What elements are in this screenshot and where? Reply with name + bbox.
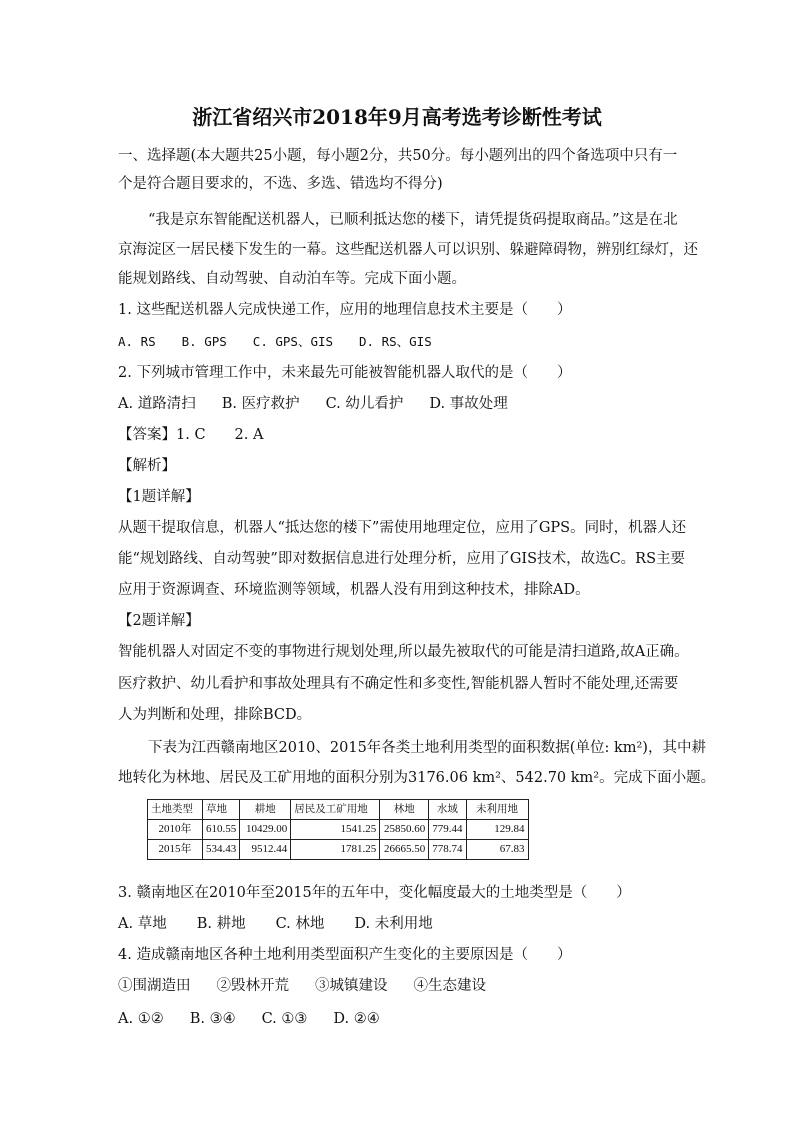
table-header-cell: 土地类型 bbox=[148, 800, 203, 820]
q2-options bbox=[118, 394, 534, 414]
q3-option-b: B. 耕地 bbox=[196, 916, 246, 932]
passage1-line-3: 能规划路线、自动驾驶、自动泊车等。完成下面小题。 bbox=[118, 271, 466, 287]
q2-option-a: A. 道路清扫 bbox=[118, 396, 196, 412]
q4-choice-3: ③城镇建设 bbox=[315, 978, 388, 994]
q4-choices bbox=[118, 976, 512, 996]
detail2-line-1: 智能机器人对固定不变的事物进行规划处理,所以最先被取代的可能是清扫道路,故A正确。 bbox=[118, 644, 689, 660]
detail1-line-2: 能“规划路线、自动驾驶”即对数据信息进行处理分析，应用了GIS技术，故选C。RS主要 bbox=[118, 551, 686, 567]
table-cell: 779.44 bbox=[429, 820, 466, 840]
q2-option-b: B. 医疗救护 bbox=[221, 396, 300, 412]
q4-option-c: C. ①③ bbox=[261, 1011, 308, 1027]
detail2-line-3: 人为判断和处理，排除BCD。 bbox=[118, 707, 312, 723]
detail2-label: 【2题详解】 bbox=[118, 613, 200, 629]
q4-choice-2: ②毁林开荒 bbox=[216, 978, 289, 994]
table-cell: 1541.25 bbox=[291, 820, 380, 840]
q1-option-c: C. GPS、GIS bbox=[252, 334, 334, 349]
table-row bbox=[148, 820, 529, 840]
table-header-cell: 耕地 bbox=[240, 800, 291, 820]
q4-stem: 4. 造成赣南地区各种土地利用类型面积产生变化的主要原因是（ ） bbox=[118, 947, 572, 963]
table-row bbox=[148, 840, 529, 860]
table-cell: 2015年 bbox=[148, 840, 203, 860]
table-cell: 1781.25 bbox=[291, 840, 380, 860]
detail1-line-1: 从题干提取信息，机器人“抵达您的楼下”需使用地理定位，应用了GPS。同时，机器人还 bbox=[118, 520, 687, 536]
table-cell: 25850.60 bbox=[380, 820, 429, 840]
land-use-table bbox=[147, 799, 529, 860]
table-cell: 2010年 bbox=[148, 820, 203, 840]
table-header-cell: 草地 bbox=[203, 800, 240, 820]
q2-option-d: D. 事故处理 bbox=[429, 396, 508, 412]
table-cell: 9512.44 bbox=[240, 840, 291, 860]
passage2-line-2: 地转化为林地、居民及工矿用地的面积分别为3176.06 km²、542.70 km²。完成下面小题。 bbox=[118, 770, 716, 786]
q4-option-b: B. ③④ bbox=[189, 1011, 236, 1027]
detail2-line-2: 医疗救护、幼儿看护和事故处理具有不确定性和多变性,智能机器人暂时不能处理,还需要 bbox=[118, 676, 679, 692]
q4-choice-4: ④生态建设 bbox=[413, 978, 486, 994]
q4-options bbox=[118, 1009, 406, 1029]
table-cell: 778.74 bbox=[429, 840, 466, 860]
q1-options bbox=[118, 332, 458, 352]
q4-option-a: A. ①② bbox=[118, 1011, 164, 1027]
q2-option-c: C. 幼儿看护 bbox=[325, 396, 404, 412]
table-cell: 129.84 bbox=[466, 820, 528, 840]
table-header-cell: 水域 bbox=[429, 800, 466, 820]
page-title: 浙江省绍兴市2018年9月高考选考诊断性考试 bbox=[192, 105, 602, 129]
passage1-line-2: 京海淀区一居民楼下发生的一幕。这些配送机器人可以识别、躲避障碍物，辨别红绿灯，还 bbox=[118, 242, 698, 258]
q2-stem: 2. 下列城市管理工作中，未来最先可能被智能机器人取代的是（ ） bbox=[118, 365, 572, 381]
table-cell: 610.55 bbox=[203, 820, 240, 840]
passage1-line-1: “我是京东智能配送机器人，已顺利抵达您的楼下，请凭提货码提取商品。”这是在北 bbox=[148, 212, 678, 228]
q1-option-a: A. RS bbox=[118, 334, 156, 349]
section-header-line-1: 一、选择题(本大题共25小题，每小题2分，共50分。每小题列出的四个备选项中只有一 bbox=[118, 148, 678, 164]
table-header-cell: 居民及工矿用地 bbox=[291, 800, 380, 820]
table-cell: 26665.50 bbox=[380, 840, 429, 860]
q1-option-b: B. GPS bbox=[181, 334, 227, 349]
q3-stem: 3. 赣南地区在2010年至2015年的五年中，变化幅度最大的土地类型是（ ） bbox=[118, 885, 631, 901]
q3-option-c: C. 林地 bbox=[275, 916, 325, 932]
table-header-row bbox=[148, 800, 529, 820]
detail1-line-3: 应用于资源调查、环境监测等领域，机器人没有用到这种技术，排除AD。 bbox=[118, 582, 590, 598]
q1-option-d: D. RS、GIS bbox=[359, 334, 432, 349]
table-cell: 10429.00 bbox=[240, 820, 291, 840]
q1-stem: 1. 这些配送机器人完成快递工作，应用的地理信息技术主要是（ ） bbox=[118, 302, 572, 318]
table-header-cell: 未利用地 bbox=[466, 800, 528, 820]
detail1-label: 【1题详解】 bbox=[118, 489, 200, 505]
analysis-label: 【解析】 bbox=[118, 458, 176, 474]
q3-option-a: A. 草地 bbox=[118, 916, 167, 932]
table-header-cell: 林地 bbox=[380, 800, 429, 820]
answer-line: 【答案】1. C 2. A bbox=[118, 427, 264, 443]
q4-option-d: D. ②④ bbox=[333, 1011, 380, 1027]
q3-option-d: D. 未利用地 bbox=[354, 916, 433, 932]
section-header-line-2: 个是符合题目要求的，不选、多选、错选均不得分) bbox=[118, 176, 443, 192]
passage2-line-1: 下表为江西赣南地区2010、2015年各类土地利用类型的面积数据(单位: km²)，其中耕 bbox=[148, 740, 706, 756]
table-cell: 67.83 bbox=[466, 840, 528, 860]
table-cell: 534.43 bbox=[203, 840, 240, 860]
q4-choice-1: ①围湖造田 bbox=[118, 978, 191, 994]
q3-options bbox=[118, 914, 463, 934]
